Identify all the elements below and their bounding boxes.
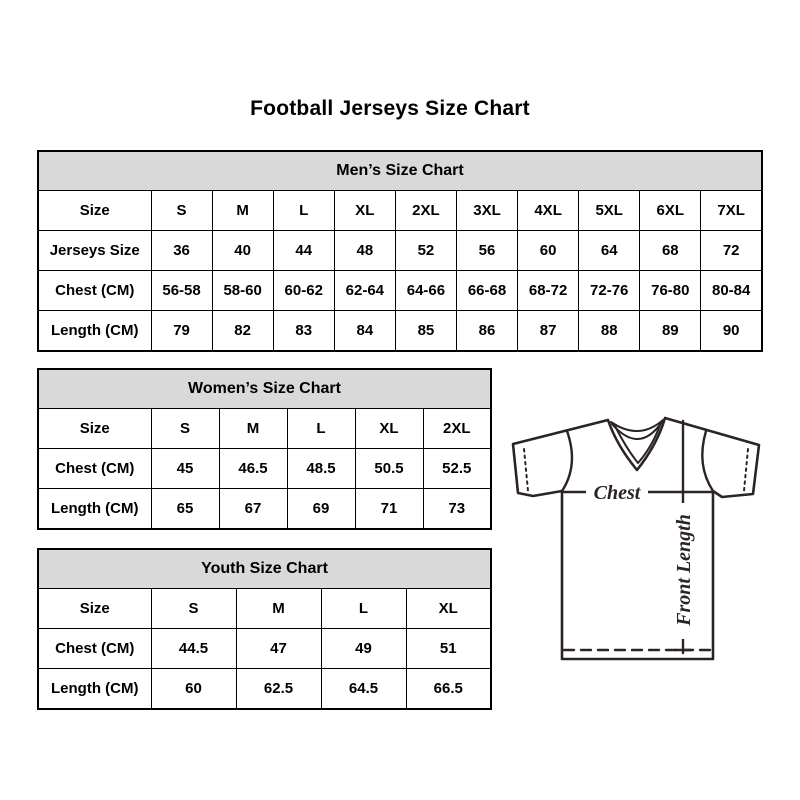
chest-label: Chest: [593, 482, 641, 504]
jersey-outline-shape: [513, 418, 759, 659]
value-cell: 66-68: [456, 271, 517, 311]
value-cell: 44: [273, 231, 334, 271]
front-length-label: Front Length: [673, 514, 695, 626]
mens-size-chart-table: [37, 150, 763, 352]
value-cell: 52.5: [423, 449, 491, 489]
value-cell: XL: [406, 589, 491, 629]
value-cell: 36: [151, 231, 212, 271]
left-cuff-stitch-line: [524, 449, 528, 491]
table-row: [38, 669, 491, 710]
table-row: [38, 589, 491, 629]
value-cell: 71: [355, 489, 423, 530]
value-cell: M: [236, 589, 321, 629]
row-label-cell: Chest (CM): [38, 271, 151, 311]
value-cell: 49: [321, 629, 406, 669]
value-cell: 82: [212, 311, 273, 352]
table-title: Men’s Size Chart: [38, 151, 762, 191]
table-row: [38, 231, 762, 271]
value-cell: 69: [287, 489, 355, 530]
value-cell: 68: [640, 231, 701, 271]
value-cell: 60-62: [273, 271, 334, 311]
value-cell: S: [151, 191, 212, 231]
value-cell: 89: [640, 311, 701, 352]
value-cell: 85: [395, 311, 456, 352]
table-title: Women’s Size Chart: [38, 369, 491, 409]
youth-size-chart-table: [37, 548, 492, 710]
value-cell: 3XL: [456, 191, 517, 231]
table-row: [38, 629, 491, 669]
table-row: [38, 409, 491, 449]
value-cell: 44.5: [151, 629, 236, 669]
value-cell: 51: [406, 629, 491, 669]
row-label-cell: Size: [38, 191, 151, 231]
value-cell: L: [321, 589, 406, 629]
value-cell: 56: [456, 231, 517, 271]
value-cell: 66.5: [406, 669, 491, 710]
value-cell: 6XL: [640, 191, 701, 231]
value-cell: 48: [334, 231, 395, 271]
value-cell: 68-72: [518, 271, 579, 311]
value-cell: 72-76: [579, 271, 640, 311]
table-row: [38, 271, 762, 311]
value-cell: S: [151, 409, 219, 449]
value-cell: 64: [579, 231, 640, 271]
row-label-cell: Size: [38, 409, 151, 449]
value-cell: 90: [701, 311, 762, 352]
row-label-cell: Size: [38, 589, 151, 629]
value-cell: 65: [151, 489, 219, 530]
value-cell: L: [287, 409, 355, 449]
value-cell: 56-58: [151, 271, 212, 311]
value-cell: 76-80: [640, 271, 701, 311]
value-cell: 5XL: [579, 191, 640, 231]
value-cell: XL: [334, 191, 395, 231]
row-label-cell: Chest (CM): [38, 629, 151, 669]
womens-size-chart-table: [37, 368, 492, 530]
left-sleeve-seam: [562, 431, 572, 491]
value-cell: 60: [151, 669, 236, 710]
value-cell: L: [273, 191, 334, 231]
value-cell: 87: [518, 311, 579, 352]
value-cell: 62-64: [334, 271, 395, 311]
row-label-cell: Length (CM): [38, 669, 151, 710]
row-label-cell: Chest (CM): [38, 449, 151, 489]
value-cell: 67: [219, 489, 287, 530]
value-cell: 2XL: [395, 191, 456, 231]
row-label-cell: Length (CM): [38, 311, 151, 352]
table-title: Youth Size Chart: [38, 549, 491, 589]
value-cell: 45: [151, 449, 219, 489]
value-cell: XL: [355, 409, 423, 449]
value-cell: 72: [701, 231, 762, 271]
table-row: [38, 489, 491, 530]
right-sleeve-seam: [702, 431, 713, 491]
row-label-cell: Length (CM): [38, 489, 151, 530]
value-cell: 64.5: [321, 669, 406, 710]
value-cell: M: [219, 409, 287, 449]
value-cell: 4XL: [518, 191, 579, 231]
value-cell: 84: [334, 311, 395, 352]
table-row: [38, 449, 491, 489]
jersey-diagram-svg: [500, 403, 770, 671]
value-cell: M: [212, 191, 273, 231]
table-row: [38, 191, 762, 231]
value-cell: 64-66: [395, 271, 456, 311]
value-cell: 73: [423, 489, 491, 530]
table-row: [38, 311, 762, 352]
value-cell: 7XL: [701, 191, 762, 231]
value-cell: 79: [151, 311, 212, 352]
value-cell: 52: [395, 231, 456, 271]
value-cell: 2XL: [423, 409, 491, 449]
page-title: Football Jerseys Size Chart: [250, 97, 530, 120]
value-cell: 48.5: [287, 449, 355, 489]
value-cell: 46.5: [219, 449, 287, 489]
value-cell: 60: [518, 231, 579, 271]
value-cell: 88: [579, 311, 640, 352]
value-cell: 40: [212, 231, 273, 271]
value-cell: 62.5: [236, 669, 321, 710]
jersey-measurement-diagram: [500, 403, 770, 671]
value-cell: 58-60: [212, 271, 273, 311]
value-cell: S: [151, 589, 236, 629]
value-cell: 47: [236, 629, 321, 669]
row-label-cell: Jerseys Size: [38, 231, 151, 271]
value-cell: 80-84: [701, 271, 762, 311]
value-cell: 83: [273, 311, 334, 352]
value-cell: 86: [456, 311, 517, 352]
value-cell: 50.5: [355, 449, 423, 489]
right-cuff-stitch-line: [744, 449, 748, 491]
